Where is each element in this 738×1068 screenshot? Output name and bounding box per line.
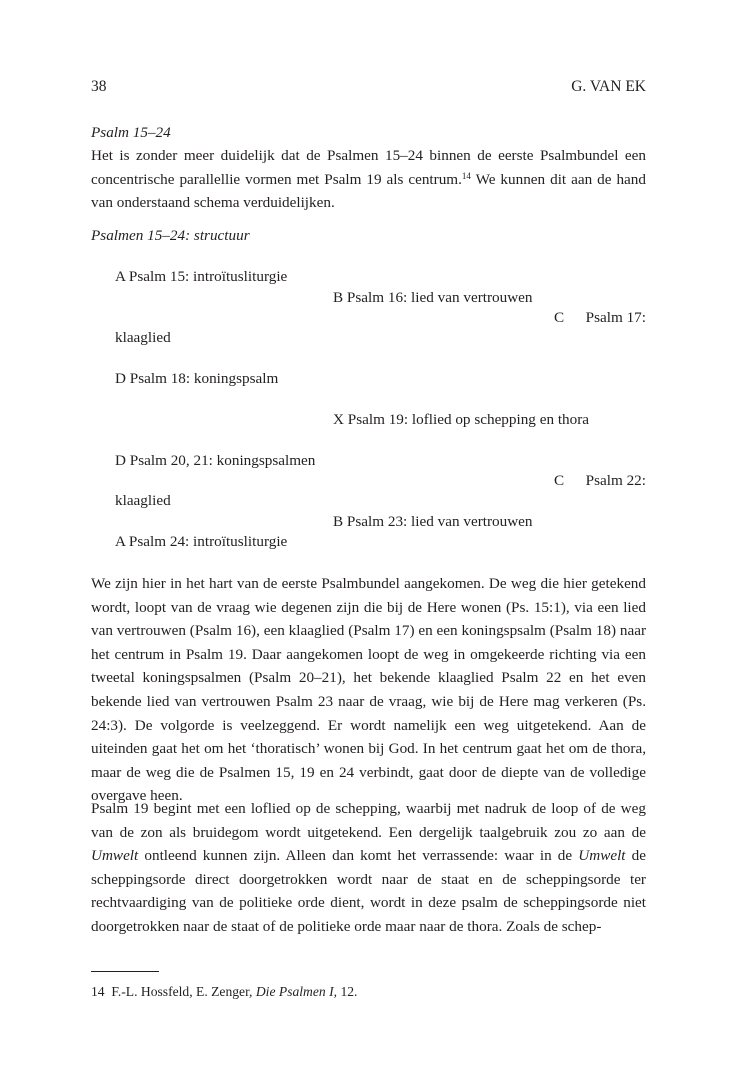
scheme-item-x: X Psalm 19: loflied op schepping en thora bbox=[333, 411, 590, 428]
italic-term: Umwelt bbox=[91, 847, 139, 865]
scheme-item-a2: A Psalm 24: introïtusliturgie bbox=[115, 533, 288, 550]
scheme-item-a1: A Psalm 15: introïtusliturgie bbox=[115, 268, 288, 285]
body-paragraph-1 bbox=[91, 572, 646, 808]
footnote bbox=[91, 984, 357, 1000]
paragraph-text: We zijn hier in het hart van de eerste Psalmbundel aangekomen. De weg die hier getekend wordt, loopt van de vraag wie degenen zijn die bij de Here wonen (Ps. 15:1), via een lied van vertrouwen (Psalm 16), een klaaglied (Psalm 17) en een koningspsalm (Psalm 18) naar het centrum in Psalm 19. Daar aangekomen loopt de weg in omgekeerde richting via een tweetal koningspsalmen (Psalm 20–21), het bekende klaaglied Psalm 22 en het even bekende lied van vertrouwen Psalm 23 naar de vraag, wie bij de Here mag verkeren (Ps. 24:3). De volgorde is veelzeggend. Er wordt namelijk een weg uitgetekend. Aan de uiteinden gaat het om het ‘thoratisch’ wonen bij God. In het centrum gaat het om de thora, maar de weg die de Psalmen 15, 19 en 24 verbindt, gaat door de diepte van de volledige overgave heen. bbox=[91, 575, 646, 805]
scheme-item-b1: B Psalm 16: lied van vertrouwen bbox=[333, 289, 533, 306]
scheme-item-b2: B Psalm 23: lied van vertrouwen bbox=[333, 513, 533, 530]
italic-term: Umwelt bbox=[578, 847, 626, 865]
intro-paragraph bbox=[91, 144, 646, 215]
paragraph-text: Psalm 19 begint met een loflied op de schepping, waarbij met nadruk de loop of de weg van de zon als bruidegom wordt uitgetekend. Een dergelijk taalgebruik zou zo aan de bbox=[91, 800, 646, 841]
scheme-heading: Psalmen 15–24: structuur bbox=[91, 227, 250, 244]
scheme-item-d2: D Psalm 20, 21: koningspsalmen bbox=[115, 452, 316, 469]
scheme-item-d1: D Psalm 18: koningspsalm bbox=[115, 370, 279, 387]
running-head: G. VAN EK bbox=[571, 78, 646, 95]
footnote-authors: F.-L. Hossfeld, E. Zenger, bbox=[111, 984, 256, 999]
intro-text: Het is zonder meer duidelijk dat de Psalmen 15–24 binnen de eerste Psalmbundel een concentrische parallellie vormen met Psalm 19 als centrum. bbox=[91, 147, 646, 188]
paragraph-text: ontleend kunnen zijn. Alleen dan komt het verrassende: waar in de bbox=[138, 847, 579, 865]
footnote-rule bbox=[91, 971, 159, 972]
scheme-item-c2-psalm: Psalm 22: bbox=[585, 472, 646, 489]
footnote-page: , 12. bbox=[333, 984, 358, 999]
footnote-number: 14 bbox=[91, 984, 105, 999]
page-number: 38 bbox=[91, 78, 107, 95]
body-paragraph-2 bbox=[91, 797, 646, 939]
footnote-reference: 14 bbox=[461, 170, 471, 181]
footnote-title: Die Psalmen I bbox=[255, 984, 334, 999]
scheme-item-c2-desc: klaaglied bbox=[115, 492, 171, 509]
scheme-item-c1-desc: klaaglied bbox=[115, 329, 171, 346]
scheme-item-c1-letter: C bbox=[554, 309, 565, 326]
paragraph-text: de scheppingsorde direct doorgetrokken wordt naar de staat en de scheppingsorde ter rechtvaardiging van de politieke orde dient, wordt in deze psalm de scheppingsorde niet doorgetrokken naar de staat of de politieke orde maar naar de thora. Zoals de schep- bbox=[91, 847, 646, 935]
section-heading: Psalm 15–24 bbox=[91, 124, 171, 141]
scheme-item-c1-psalm: Psalm 17: bbox=[585, 309, 646, 326]
scheme-item-c2-letter: C bbox=[554, 472, 565, 489]
intro-text-continued: We kunnen dit aan de hand van onderstaand schema verduidelijken. bbox=[91, 170, 646, 212]
